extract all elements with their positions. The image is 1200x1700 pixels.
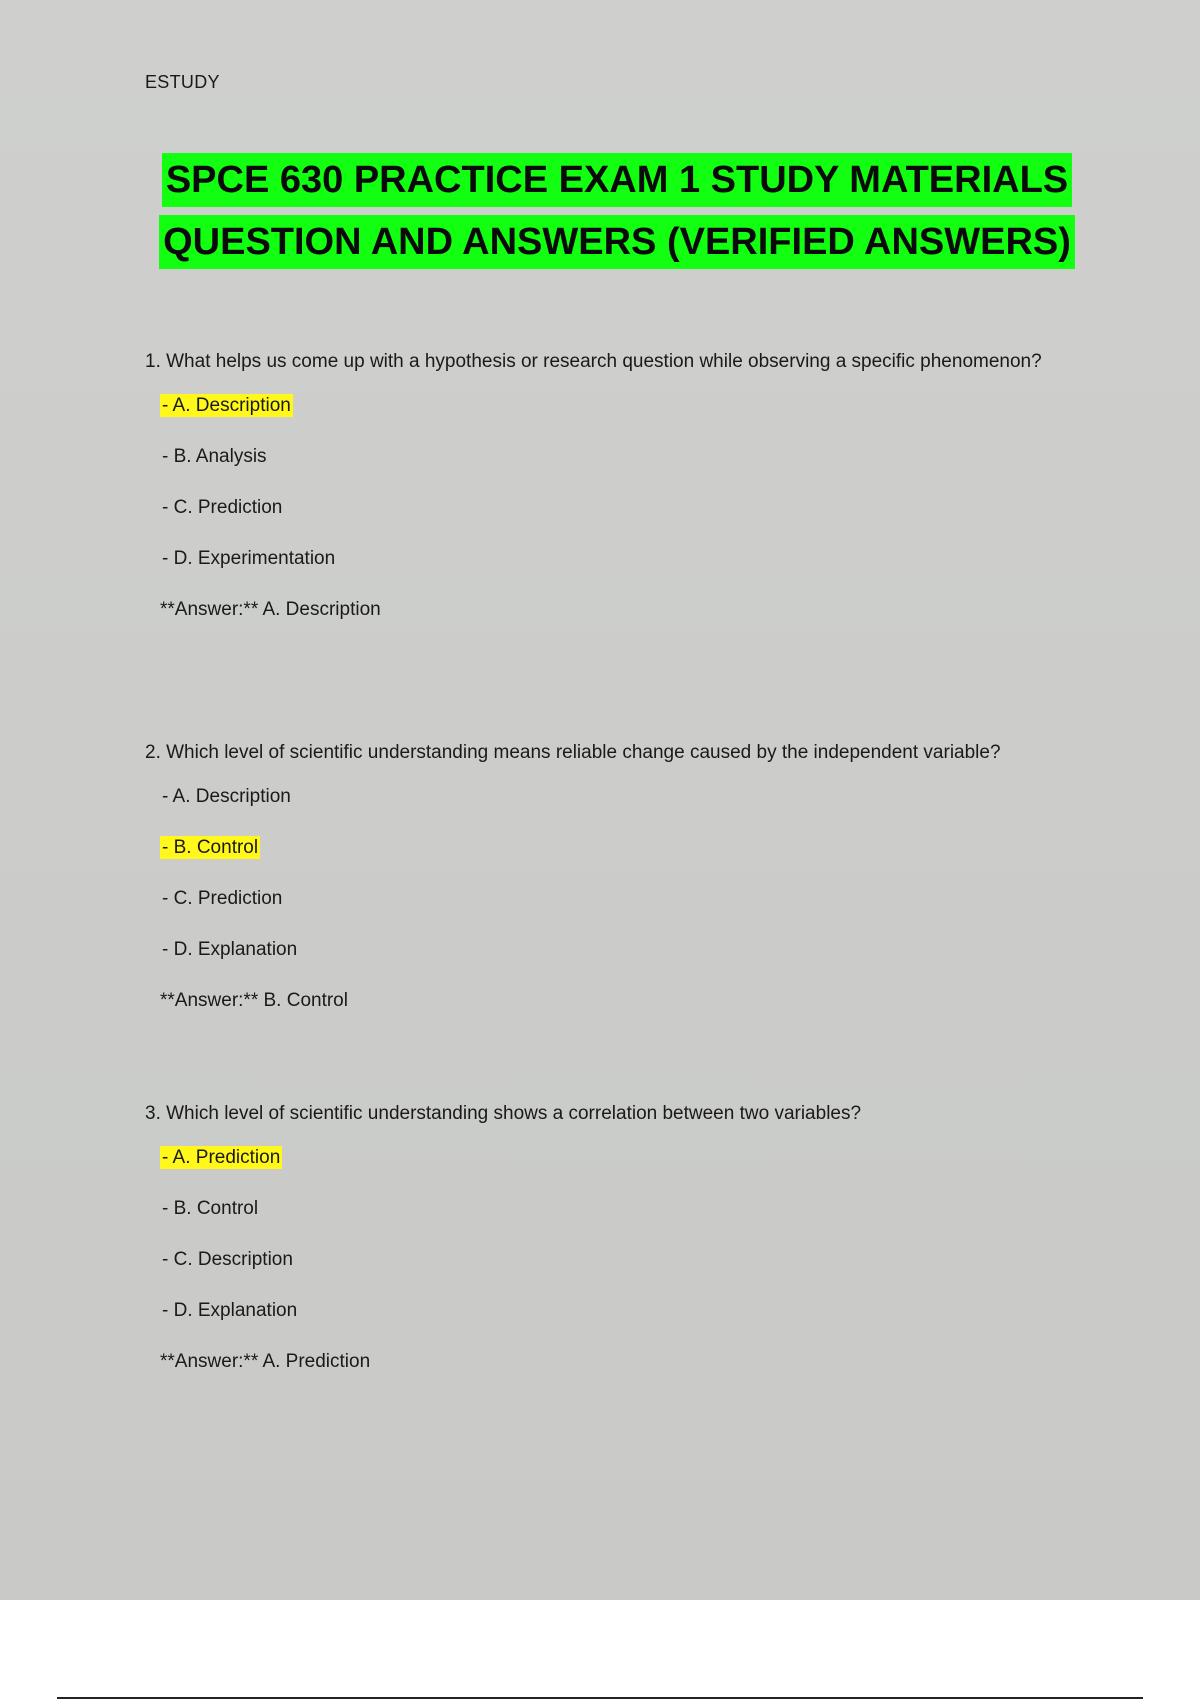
option-label: - B. Analysis [162, 446, 267, 467]
document-title [0, 153, 1200, 277]
answer-line: **Answer:** A. Description [160, 599, 381, 620]
option-label: - A. Description [162, 395, 291, 416]
question-2 [145, 738, 1085, 1014]
option-label: - D. Explanation [162, 939, 298, 960]
option-label: - B. Control [162, 837, 259, 858]
option-a [160, 784, 1085, 835]
question-3 [145, 1099, 1085, 1375]
option-label: - A. Prediction [162, 1147, 281, 1168]
option-label: - A. Description [162, 786, 291, 807]
option-a [160, 1145, 1085, 1196]
option-c [160, 886, 1085, 937]
option-label: - B. Control [162, 1198, 259, 1219]
option-a [160, 393, 1085, 444]
option-d [160, 546, 1085, 597]
title-line-1: SPCE 630 PRACTICE EXAM 1 STUDY MATERIALS [162, 153, 1072, 207]
option-label: - C. Prediction [162, 497, 283, 518]
option-label: - C. Prediction [162, 888, 283, 909]
option-label: - C. Description [162, 1249, 293, 1270]
option-c [160, 495, 1085, 546]
question-text: 1. What helps us come up with a hypothesis or research question while observing a specific phenomenon? [145, 351, 1042, 372]
header-label: ESTUDY [145, 72, 220, 92]
option-c [160, 1247, 1085, 1298]
option-d [160, 937, 1085, 988]
question-1 [145, 347, 1085, 623]
option-label: - D. Experimentation [162, 548, 336, 569]
title-line-2: QUESTION AND ANSWERS (VERIFIED ANSWERS) [159, 215, 1075, 269]
option-b [160, 1196, 1085, 1247]
question-text: 3. Which level of scientific understanding shows a correlation between two variables? [145, 1103, 862, 1124]
option-b [160, 835, 1085, 886]
footer-divider [57, 1697, 1143, 1699]
option-label: - D. Explanation [162, 1300, 298, 1321]
option-d [160, 1298, 1085, 1349]
question-text: 2. Which level of scientific understanding means reliable change caused by the independent variable? [145, 742, 1001, 763]
answer-line: **Answer:** B. Control [160, 990, 348, 1011]
option-b [160, 444, 1085, 495]
answer-line: **Answer:** A. Prediction [160, 1351, 371, 1372]
